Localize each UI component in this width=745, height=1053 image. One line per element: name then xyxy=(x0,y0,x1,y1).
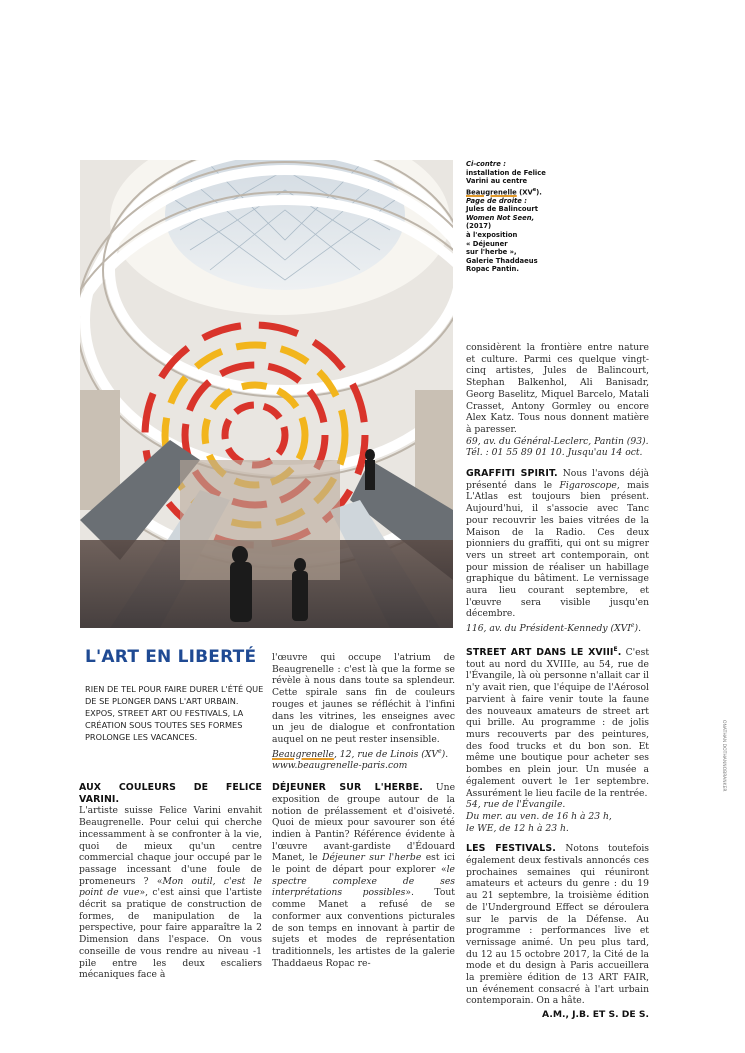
address-line: Beaugrenelle, 12, rue de Linois (XVe). xyxy=(272,747,449,760)
photo-credit: ONATHAN DOTHANNOBRANKER xyxy=(721,720,726,792)
address-line: 116, av. du Président-Kennedy (XVIe). xyxy=(466,622,641,635)
author-signature: A.M., J.B. ET S. DE S. xyxy=(542,1009,649,1021)
link-beaugrenelle[interactable]: Beaugrenelle xyxy=(272,748,334,760)
section-heading-graffiti: GRAFFITI SPIRIT. xyxy=(466,468,558,480)
section-heading-festivals: LES FESTIVALS. xyxy=(466,843,556,855)
paragraph: STREET ART DANS LE $XVIII^E$. C'est tout au nord du XVIIIe, au 54, rue de l'Évangile, là où personne n'allait car il n'y avait rien, que l'équipe de l'Aérosol parvient à faire venir toute la faune des nouveaux amateurs de street art qui brille. Au programme : de jolis murs recouverts par des peintures, des food trucks et du bon son. Et même une boutique pour acheter ses bombes en plein jour. Un musée a également ouvert le 1er septembre. Assurément le lieu facile de la rentrée. xyxy=(466,645,650,799)
caption-label-right: Page de droite : xyxy=(466,196,527,205)
caption-line: Galerie Thaddaeus xyxy=(466,256,538,265)
column-2 xyxy=(272,652,455,975)
caption-line: Varini au centre xyxy=(466,177,528,186)
hours-line: le WE, de 12 h à 23 h. xyxy=(466,822,569,834)
caption-artwork-title: Women Not Seen, xyxy=(466,213,535,222)
section-heading-street-art: STREET ART DANS LE $XVIII^E$. xyxy=(466,645,622,659)
paragraph: DÉJEUNER SUR L'HERBE. Une exposition de groupe autour de la notion de prélassement et d'oisiveté. Quoi de mieux pour savourer son été indien à Pantin? Référence évidente à l'œuvre avant-gardiste d'Édouard Manet, le Déjeuner sur l'herbe est ici le point de départ pour explorer «le spectre complexe de ses interprétations possibles». Tout comme Manet a refusé de se conformer aux conventions picturales de son temps en innovant à partir de sujets et modes de représentation traditionnels, les artistes de la galerie Thaddaeus Ropac re- xyxy=(272,782,456,969)
caption-line: « Déjeuner xyxy=(466,239,508,248)
address-line: Tél. : 01 55 89 01 10. Jusqu'au 14 oct. xyxy=(466,447,643,459)
atrium-installation-image xyxy=(80,160,453,628)
hours-line: Du mer. au ven. de 16 h à 23 h, xyxy=(466,810,612,822)
paragraph: LES FESTIVALS. Notons toutefois également deux festivals annoncés ces prochaines semaines qui réuniront amateurs et acteurs du genre : du 19 au 21 septembre, la troisième édition de l'Underground Effect se déroulera sur le parvis de la Défense. Au programme : performances live et vernissage animé. Un peu plus tard, du 12 au 15 octobre 2017, la Cité de la mode et du design à Paris accueillera la première édition de 13 ART FAIR, un événement consacré à l'art urbain contemporain. On a hâte. xyxy=(466,843,650,1007)
section-heading-dejeuner: DÉJEUNER SUR L'HERBE. xyxy=(272,782,423,794)
caption-line: Beaugrenelle (XVe). xyxy=(466,186,542,197)
caption-line: (2017) xyxy=(466,222,492,231)
column-3 xyxy=(466,342,649,1021)
paragraph: l'œuvre qui occupe l'atrium de Beaugrenelle : c'est là que la forme se révèle à nous dans toute sa splendeur. Cette spirale sans fin de couleurs rouges et jaunes se réfléchit à l'infini dans les vitrines, les enseignes avec un jeu de dialogue et confrontation auquel on ne peut rester insensible. xyxy=(272,652,455,745)
caption-line: installation de Felice xyxy=(466,168,546,177)
paragraph: considèrent la frontière entre nature et culture. Parmi ces quelque vingt-cinq artistes, Jules de Balincourt, Stephan Balkenhol, Ali Banisadr, Georg Baselitz, Miquel Barcelo, Matali Crasset, Antony Gormley ou encore Alex Katz. Tous nous donnent matière à paresser. xyxy=(466,342,649,435)
photo-caption xyxy=(466,160,566,274)
caption-label-left: Ci-contre : xyxy=(466,160,506,168)
article-intro: RIEN DE TEL POUR FAIRE DURER L'ÉTÉ QUE DE SE PLONGER DANS L'ART URBAIN. EXPOS, STREET ART OU FESTIVALS, LA CRÉATION SOUS TOUTES SES FORMES PROLONGE LES VACANCES. xyxy=(85,684,264,742)
section-heading-varini: AUX COULEURS DE FELICE VARINI. xyxy=(79,782,262,805)
website-link[interactable]: www.beaugrenelle-paris.com xyxy=(272,760,408,772)
hero-photo xyxy=(80,160,453,628)
caption-line: Jules de Balincourt xyxy=(466,205,538,214)
caption-line: à l'exposition xyxy=(466,231,518,240)
address-line: 69, av. du Général-Leclerc, Pantin (93). xyxy=(466,435,649,447)
address-line: 54, rue de l'Évangile. xyxy=(466,799,566,811)
caption-link-beaugrenelle[interactable]: Beaugrenelle xyxy=(466,188,517,197)
paragraph: L'artiste suisse Felice Varini envahit Beaugrenelle. Pour celui qui cherche incessamment à se confronter à la vie, quoi de mieux qu'un centre commercial chaque jour occupé par le passage incessant d'une foule de promeneurs ? «Mon outil, c'est le point de vue», c'est ainsi que l'artiste décrit sa pratique de construction de formes, de manipulation de la perspective, pour faire apparaître la 2 Dimension dans l'espace. On vous conseille de vous rendre au niveau -1 pile entre les deux escaliers mécaniques face à xyxy=(79,805,262,981)
column-1 xyxy=(79,782,262,987)
article-title: L'ART EN LIBERTÉ xyxy=(85,647,257,667)
paragraph: GRAFFITI SPIRIT. Nous l'avons déjà présenté dans le Figaroscope, mais L'Atlas est toujours bien présent. Aujourd'hui, il s'associe avec Tanc pour recouvrir les baies vitrées de la Maison de la Radio. Ces deux pionniers du graffiti, qui ont su migrer vers un street art contemporain, ont pour mission de réaliser un habillage graphique du bâtiment. Le vernissage aura lieu courant septembre, et l'œuvre sera visible jusqu'en décembre. xyxy=(466,468,650,620)
caption-line: Ropac Pantin. xyxy=(466,265,519,274)
caption-line: sur l'herbe », xyxy=(466,248,517,257)
